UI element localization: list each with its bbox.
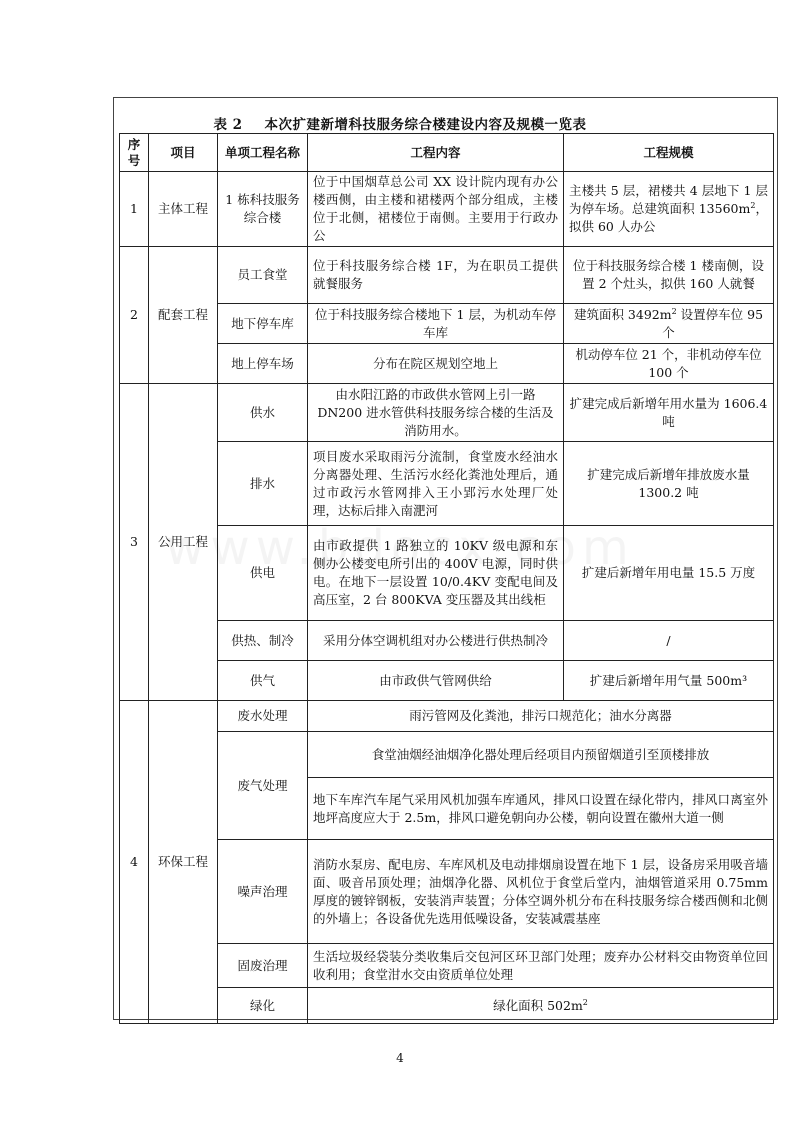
page-number: 4 bbox=[396, 1051, 404, 1065]
table-row bbox=[120, 621, 774, 661]
table-row bbox=[120, 344, 774, 384]
header-row bbox=[120, 134, 774, 172]
table-row bbox=[120, 526, 774, 621]
item-scale: 主楼共 5 层，裙楼共 4 层地下 1 层为停车场。总建筑面积 $13560m^2$，拟供 60 人办公 bbox=[564, 172, 774, 247]
item-content: 生活垃圾经袋装分类收集后交包河区环卫部门处理；废弃办公材料交由物资单位回收利用；食堂泔水交由资质单位处理 bbox=[308, 944, 774, 988]
item-name: 绿化 bbox=[218, 988, 308, 1024]
item-name: 供热、制冷 bbox=[218, 621, 308, 661]
item-scale: 扩建完成后新增年排放废水量 1300.2 吨 bbox=[564, 442, 774, 526]
group-seq: 3 bbox=[120, 384, 149, 701]
group-name: 配套工程 bbox=[149, 247, 218, 384]
table-row bbox=[120, 988, 774, 1024]
group-name: 环保工程 bbox=[149, 701, 218, 1024]
item-content: 分布在院区规划空地上 bbox=[308, 344, 564, 384]
item-content: 食堂油烟经油烟净化器处理后经项目内预留烟道引至顶楼排放 bbox=[308, 732, 774, 778]
item-scale: 扩建完成后新增年用水量为 1606.4 吨 bbox=[564, 384, 774, 442]
group-seq: 1 bbox=[120, 172, 149, 247]
table-row bbox=[120, 247, 774, 304]
group-seq: 2 bbox=[120, 247, 149, 384]
group-name: 公用工程 bbox=[149, 384, 218, 701]
table-row bbox=[120, 701, 774, 732]
item-name: 废气处理 bbox=[218, 732, 308, 840]
item-name: 供电 bbox=[218, 526, 308, 621]
item-name: 地下停车库 bbox=[218, 304, 308, 344]
item-name: 供水 bbox=[218, 384, 308, 442]
group-name: 主体工程 bbox=[149, 172, 218, 247]
header-scale: 工程规模 bbox=[564, 134, 774, 172]
item-content: 采用分体空调机组对办公楼进行供热制冷 bbox=[308, 621, 564, 661]
item-content: 消防水泵房、配电房、车库风机及电动排烟扇设置在地下 1 层，设备房采用吸音墙面、吸音吊顶处理；油烟净化器、风机位于食堂后堂内，油烟管道采用 0.75mm 厚度的镀锌钢板，安装消声装置；分体空调外机分布在科技服务综合楼西侧和北侧的外墙上；各设备优先选用低噪设备，安装减震基座 bbox=[308, 840, 774, 944]
item-content: 项目废水采取雨污分流制，食堂废水经油水分离器处理、生活污水经化粪池处理后，通过市政污水管网排入王小郢污水处理厂处理，达标后排入南淝河 bbox=[308, 442, 564, 526]
header-project: 项目 bbox=[149, 134, 218, 172]
item-content: 绿化面积 $502m^2$ bbox=[308, 988, 774, 1024]
item-name: 排水 bbox=[218, 442, 308, 526]
table-title: 本次扩建新增科技服务综合楼建设内容及规模一览表 bbox=[264, 117, 587, 133]
item-name: 固废治理 bbox=[218, 944, 308, 988]
item-content: 位于科技服务综合楼 1F，为在职员工提供就餐服务 bbox=[308, 247, 564, 304]
table-row bbox=[120, 384, 774, 442]
item-name: 1 栋科技服务综合楼 bbox=[218, 172, 308, 247]
item-scale: 扩建后新增年用气量 500m³ bbox=[564, 661, 774, 701]
item-content: 位于科技服务综合楼地下 1 层，为机动车停车库 bbox=[308, 304, 564, 344]
table-row bbox=[120, 304, 774, 344]
item-name: 供气 bbox=[218, 661, 308, 701]
item-name: 噪声治理 bbox=[218, 840, 308, 944]
table-row bbox=[120, 944, 774, 988]
table-number: 表 2 bbox=[213, 117, 243, 133]
item-name: 废水处理 bbox=[218, 701, 308, 732]
item-scale: 建筑面积 $3492m^2$ 设置停车位 95 个 bbox=[564, 304, 774, 344]
item-content-2: 地下车库汽车尾气采用风机加强车库通风，排风口设置在绿化带内，排风口离室外地坪高度应大于 2.5m，排风口避免朝向办公楼，朝向设置在徽州大道一侧 bbox=[308, 778, 774, 840]
item-scale: 位于科技服务综合楼 1 楼南侧，设置 2 个灶头，拟供 160 人就餐 bbox=[564, 247, 774, 304]
item-name: 地上停车场 bbox=[218, 344, 308, 384]
item-name: 员工食堂 bbox=[218, 247, 308, 304]
item-scale: 机动停车位 21 个，非机动停车位 100 个 bbox=[564, 344, 774, 384]
item-content: 位于中国烟草总公司 XX 设计院内现有办公楼西侧，由主楼和裙楼两个部分组成，主楼位于北侧，裙楼位于南侧。主要用于行政办公 bbox=[308, 172, 564, 247]
item-content: 由市政提供 1 路独立的 10KV 级电源和东侧办公楼变电所引出的 400V 电源，同时供电。在地下一层设置 10/0.4KV 变配电间及高压室，2 台 800KVA 变压器及其出线柜 bbox=[308, 526, 564, 621]
table-row bbox=[120, 442, 774, 526]
item-scale: / bbox=[564, 621, 774, 661]
item-content: 雨污管网及化粪池，排污口规范化；油水分离器 bbox=[308, 701, 774, 732]
table-row bbox=[120, 661, 774, 701]
item-content: 由水阳江路的市政供水管网上引一路 DN200 进水管供科技服务综合楼的生活及消防用水。 bbox=[308, 384, 564, 442]
construction-table bbox=[119, 133, 774, 1024]
item-content: 由市政供气管网供给 bbox=[308, 661, 564, 701]
header-seq: 序号 bbox=[120, 134, 149, 172]
header-sub: 单项工程名称 bbox=[218, 134, 308, 172]
table-row bbox=[120, 172, 774, 247]
item-scale: 扩建后新增年用电量 15.5 万度 bbox=[564, 526, 774, 621]
group-seq: 4 bbox=[120, 701, 149, 1024]
table-row bbox=[120, 732, 774, 778]
table-row bbox=[120, 840, 774, 944]
table-caption bbox=[0, 113, 800, 133]
header-content: 工程内容 bbox=[308, 134, 564, 172]
